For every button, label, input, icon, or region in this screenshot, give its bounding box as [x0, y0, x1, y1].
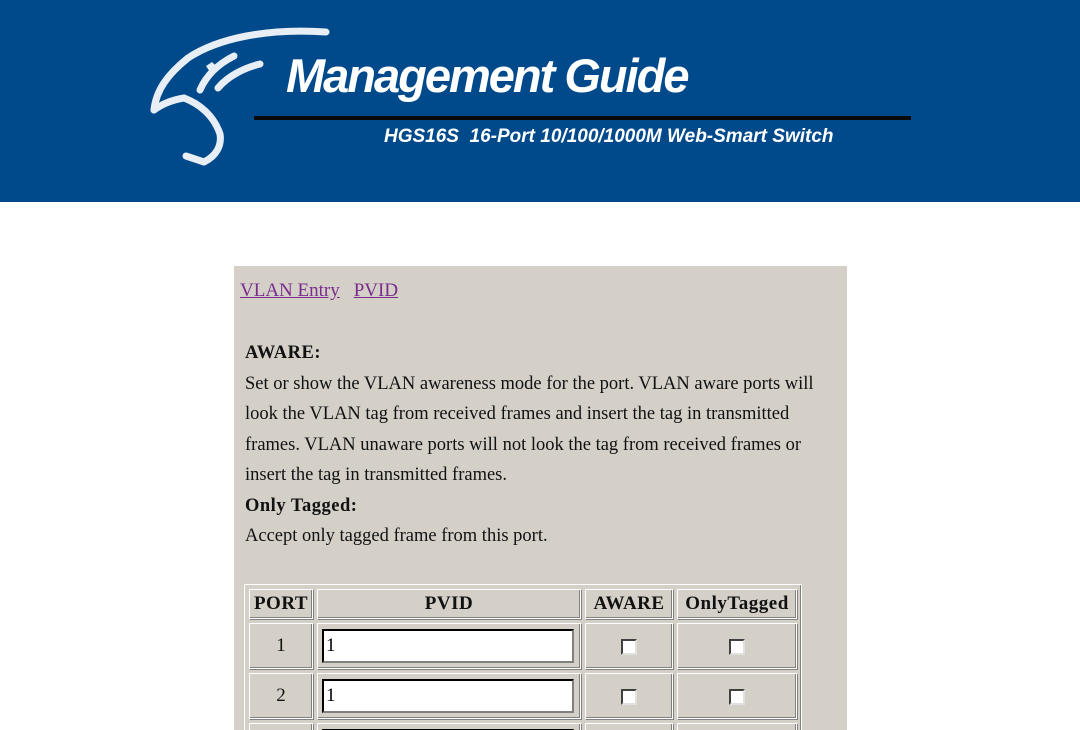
table-header-row — [249, 589, 797, 619]
aware-cell — [585, 673, 673, 719]
aware-checkbox[interactable] — [621, 639, 637, 655]
header-banner — [0, 0, 1080, 202]
pvid-cell — [317, 723, 581, 730]
table-row — [249, 723, 797, 730]
aware-cell — [585, 723, 673, 730]
aware-description: Set or show the VLAN awareness mode for the port. VLAN aware ports will look the VLAN tag from received frames and insert the tag in transmitted frames. VLAN unaware ports will not look the tag from received frames or insert the tag in transmitted frames. — [245, 373, 814, 485]
aware-column-header: AWARE — [585, 589, 673, 619]
only-tagged-description: Accept only tagged frame from this port. — [245, 526, 548, 546]
vlan-nav — [240, 280, 398, 302]
banner-title: Management Guide — [286, 49, 688, 102]
pvid-table — [244, 584, 802, 730]
aware-heading: AWARE: — [245, 343, 321, 363]
only-tagged-checkbox[interactable] — [729, 639, 745, 655]
pvid-input[interactable] — [322, 629, 574, 663]
only-tagged-column-header: OnlyTagged — [677, 589, 797, 619]
only-tagged-heading: Only Tagged: — [245, 495, 358, 516]
port-number — [249, 723, 313, 730]
only-tagged-cell — [677, 723, 797, 730]
vlan-entry-link[interactable]: VLAN Entry — [240, 280, 340, 301]
table-row — [249, 623, 797, 669]
pvid-input[interactable] — [322, 679, 574, 713]
port-number: 2 — [249, 673, 313, 719]
help-description — [245, 338, 845, 552]
pvid-link[interactable]: PVID — [353, 280, 399, 301]
only-tagged-checkbox[interactable] — [729, 689, 745, 705]
pvid-cell — [317, 623, 581, 669]
pvid-cell — [317, 673, 581, 719]
aware-checkbox[interactable] — [621, 689, 637, 705]
table-row — [249, 673, 797, 719]
port-number: 1 — [249, 623, 313, 669]
port-column-header: PORT — [249, 589, 313, 619]
vlan-pvid-panel — [234, 266, 847, 730]
only-tagged-cell — [677, 623, 797, 669]
aware-cell — [585, 623, 673, 669]
banner-divider — [254, 116, 911, 120]
pvid-column-header: PVID — [317, 589, 581, 619]
only-tagged-cell — [677, 673, 797, 719]
banner-subtitle: HGS16S 16-Port 10/100/1000M Web-Smart Switch — [384, 126, 834, 147]
